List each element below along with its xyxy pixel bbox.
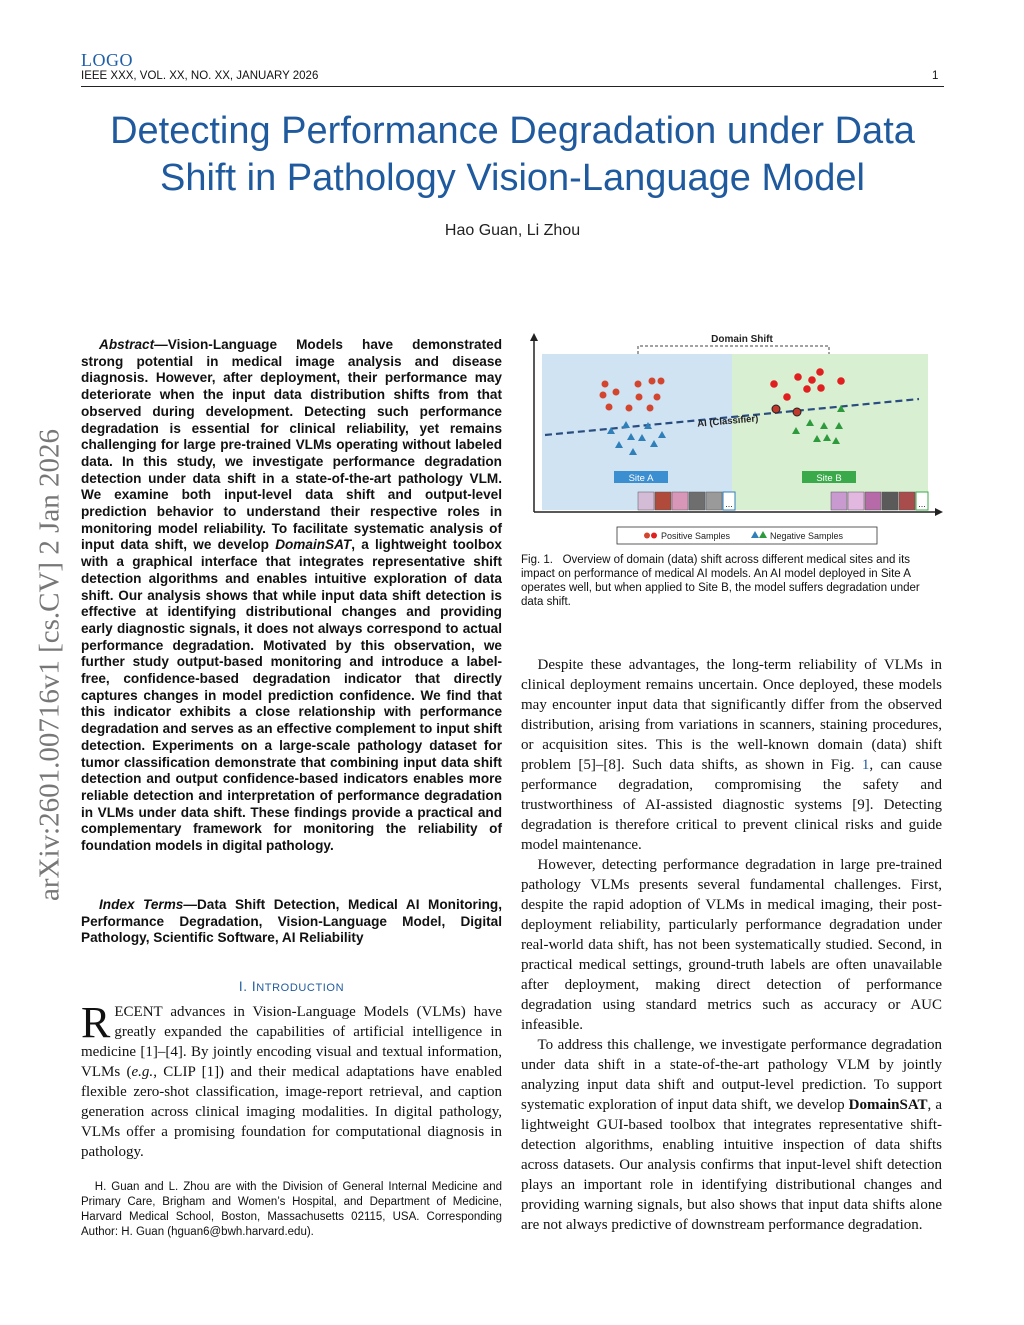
abstract-text-1: Vision-Language Models have demonstrated strong potential in medical image analysis and disease diagnosis. However, after deployment, their performance may deteriorate when the input data distribution shifts from that observed during development. Detecting such performance degradation is essential for clinical reliability, yet remains challenging for large pre-trained VLMs operating without labeled data. In this study, we investigate performance degradation detection under data shift in a state-of-the-art pathology VLM. We examine both input-level data shift and output-level prediction behavior to understand their respective roles in monitoring model reliability. To facilitate systematic analysis of input data shift, we develop (81, 337, 502, 553)
paper-title: Detecting Performance Degradation under Data Shift in Pathology Vision-Language Model (110, 110, 915, 199)
legend-positive-marker (651, 533, 657, 539)
thumbnail (689, 492, 705, 510)
section-numeral: I. (238, 979, 248, 994)
classifier-label: AI (Classifier) (696, 413, 759, 430)
figure-1-caption (521, 553, 942, 609)
section-initial: I (251, 979, 257, 994)
positive-sample (636, 394, 643, 401)
abstract (81, 337, 502, 855)
right-p3-toolbox-name: DomainSAT (848, 1097, 928, 1113)
arxiv-stamp (20, 380, 80, 950)
positive-sample (837, 377, 845, 385)
site-b-label: Site B (816, 473, 842, 484)
thumbnail (706, 492, 722, 510)
thumbnail (672, 492, 688, 510)
positive-sample (635, 381, 642, 388)
positive-sample (647, 405, 654, 412)
positive-sample (794, 373, 802, 381)
site-a-label: Site A (628, 473, 654, 484)
positive-sample (649, 378, 656, 385)
thumbnail-ellipsis: ... (725, 499, 733, 509)
journal-logo: LOGO (81, 50, 133, 70)
right-p1-text-1: Despite these advantages, the long-term reliability of VLMs in clinical deployment remains uncertain. Once deployed, these models may encounter input data that significantly differ from the observed distribution, arising from variations in scanners, staining procedures, or acquisition sites. This is the well-known domain (data) shift problem [5]–[8]. Such data shifts, as shown in Fig. (521, 657, 942, 773)
thumbnail (848, 492, 864, 510)
positive-sample (803, 385, 811, 393)
legend-negative-label: Negative Samples (770, 531, 844, 541)
header-rule (81, 86, 944, 87)
x-axis-arrow (935, 508, 943, 516)
intro-text-1: ECENT advances in Vision-Language Models (VLMs) have greatly expanded the capabilities of artificial intelligence in medicine [1]–[4]. By jointly encoding visual and textual information, VLMs ( (81, 1004, 502, 1080)
positive-sample (654, 394, 661, 401)
dropcap: R (81, 998, 111, 1047)
figure-1-diagram (521, 330, 946, 550)
intro-paragraph-1 (81, 998, 502, 1162)
section-heading-introduction (81, 979, 502, 994)
positive-sample (606, 404, 613, 411)
legend-positive-label: Positive Samples (661, 531, 731, 541)
positive-sample (817, 384, 825, 392)
intro-eg: e.g. (131, 1064, 154, 1080)
thumbnail-ellipsis: ... (918, 499, 926, 509)
caption-text: Overview of domain (data) shift across different medical sites and its impact on performance of medical AI models. An AI model deployed in Site A operates well, but when applied to Site B, the model suffers degradation under data shift. (521, 554, 920, 608)
right-paragraph-1 (521, 655, 942, 855)
abstract-toolbox-name: DomainSAT (275, 537, 352, 553)
caption-label: Fig. 1. (521, 554, 553, 566)
positive-sample (658, 378, 665, 385)
right-column-text (521, 655, 942, 1235)
right-paragraph-2: However, detecting performance degradation in large pre-trained pathology VLMs presents several fundamental challenges. First, despite the rapid adoption of VLMs in medical imaging, their post-deployment reliability, particularly performance degradation under real-world data shift, has not been systematically studied. Second, in practical medical settings, ground-truth labels are often unavailable after deployment, making direct detection of performance degradation using standard metrics such as accuracy or AUC infeasible. (521, 857, 942, 1033)
domain-shift-bracket (638, 346, 829, 354)
page-number: 1 (932, 70, 939, 82)
domain-shift-label: Domain Shift (711, 334, 773, 345)
abstract-text-2: , a lightweight toolbox with a graphical interface that integrates representative shift detection algorithms and enables intuitive exploration of data shift. Our analysis shows that while input data shift detection is effective at identifying distributional changes and providing early diagnostic signals, it does not always correspond to actual performance degradation. Motivated by this observation, we further study output-based monitoring and introduce a label-free, confidence-based degradation indicator that directly captures changes in model prediction confidence. We find that this indicator exhibits a close relationship with performance degradation and serves as an effective complement to input shift detection. Experiments on a large-scale pathology dataset for tumor classification demonstrate that combining input data shift detection and output confidence-based indicators enables more reliable detection and interpretation of performance degradation in VLMs under data shift. These findings provide a practical and complementary framework for monitoring the reliability of foundation models in digital pathology. (81, 537, 502, 854)
index-terms-text: Data Shift Detection, Medical AI Monitoring, Performance Degradation, Vision-Language Model, Digital Pathology, Scientific Software, AI Reliability (81, 897, 503, 946)
figure-reference-link[interactable]: 1 (861, 757, 870, 773)
right-p3-text-1: To address this challenge, we investigate performance degradation under data shift in a state-of-the-art pathology VLM by jointly analyzing input data shift and output-level prediction. To support systematic exploration of input data shift, we develop (521, 1037, 942, 1113)
positive-sample (626, 405, 633, 412)
positive-sample (793, 408, 801, 416)
figure-1 (521, 330, 946, 550)
footnote-text: H. Guan and L. Zhou are with the Division of General Internal Medicine and Primary Care, Brigham and Women’s Hospital, and Department of Medicine, Harvard Medical School, Boston, Massachusetts 02115, USA. Corresponding Author: H. Guan (hguan6@bwh.harvard.edu). (81, 1181, 502, 1238)
abstract-label: Abstract— (99, 337, 168, 352)
paper-authors: Hao Guan, Li Zhou (444, 222, 581, 239)
right-p3-text-2: , a lightweight GUI-based toolbox that integrates representative shift-detection algorithms, enabling intuitive inspection of data shifts across datasets. Our analysis confirms that input-level shift detection plays an important role in identifying distributional changes and providing warning signals, but also shows that input data shifts alone are not always predictive of downstream performance degradation. (521, 1097, 942, 1233)
positive-sample (613, 389, 620, 396)
positive-sample (808, 376, 816, 384)
positive-sample (772, 405, 780, 413)
positive-sample (600, 392, 607, 399)
index-terms-label: Index Terms— (99, 897, 197, 912)
thumbnail (638, 492, 654, 510)
positive-sample (770, 380, 778, 388)
thumbnail (882, 492, 898, 510)
site-a-thumbnails (638, 492, 735, 510)
arxiv-stamp-text: arXiv:2601.00716v1 [cs.CV] 2 Jan 2026 (33, 428, 66, 902)
intro-text-2: , CLIP [1]) and their medical adaptations have enabled flexible zero-shot classification, image-report retrieval, and caption generation across clinical imaging modalities. In digital pathology, VLMs offer a promising foundation for computational diagnosis in pathology. (81, 1064, 502, 1160)
right-paragraph-3 (521, 1035, 942, 1235)
positive-sample (816, 368, 824, 376)
legend-positive-marker (644, 533, 650, 539)
section-title-rest: NTRODUCTION (256, 982, 345, 994)
site-b-region (732, 354, 928, 510)
author-footnote (81, 1180, 502, 1240)
positive-sample (602, 381, 609, 388)
index-terms (81, 897, 502, 947)
thumbnail (865, 492, 881, 510)
positive-sample (783, 393, 791, 401)
thumbnail (655, 492, 671, 510)
site-b-thumbnails (831, 492, 928, 510)
journal-header: IEEE XXX, VOL. XX, NO. XX, JANUARY 2026 (81, 70, 319, 82)
thumbnail (831, 492, 847, 510)
right-p1-text-2: , can cause performance degradation, compromising the safety and trustworthiness of AI-assisted diagnostic systems [9]. Detecting degradation is therefore critical to prevent clinical risks and guide model maintenance. (521, 757, 942, 853)
thumbnail (899, 492, 915, 510)
y-axis-arrow (530, 333, 538, 341)
